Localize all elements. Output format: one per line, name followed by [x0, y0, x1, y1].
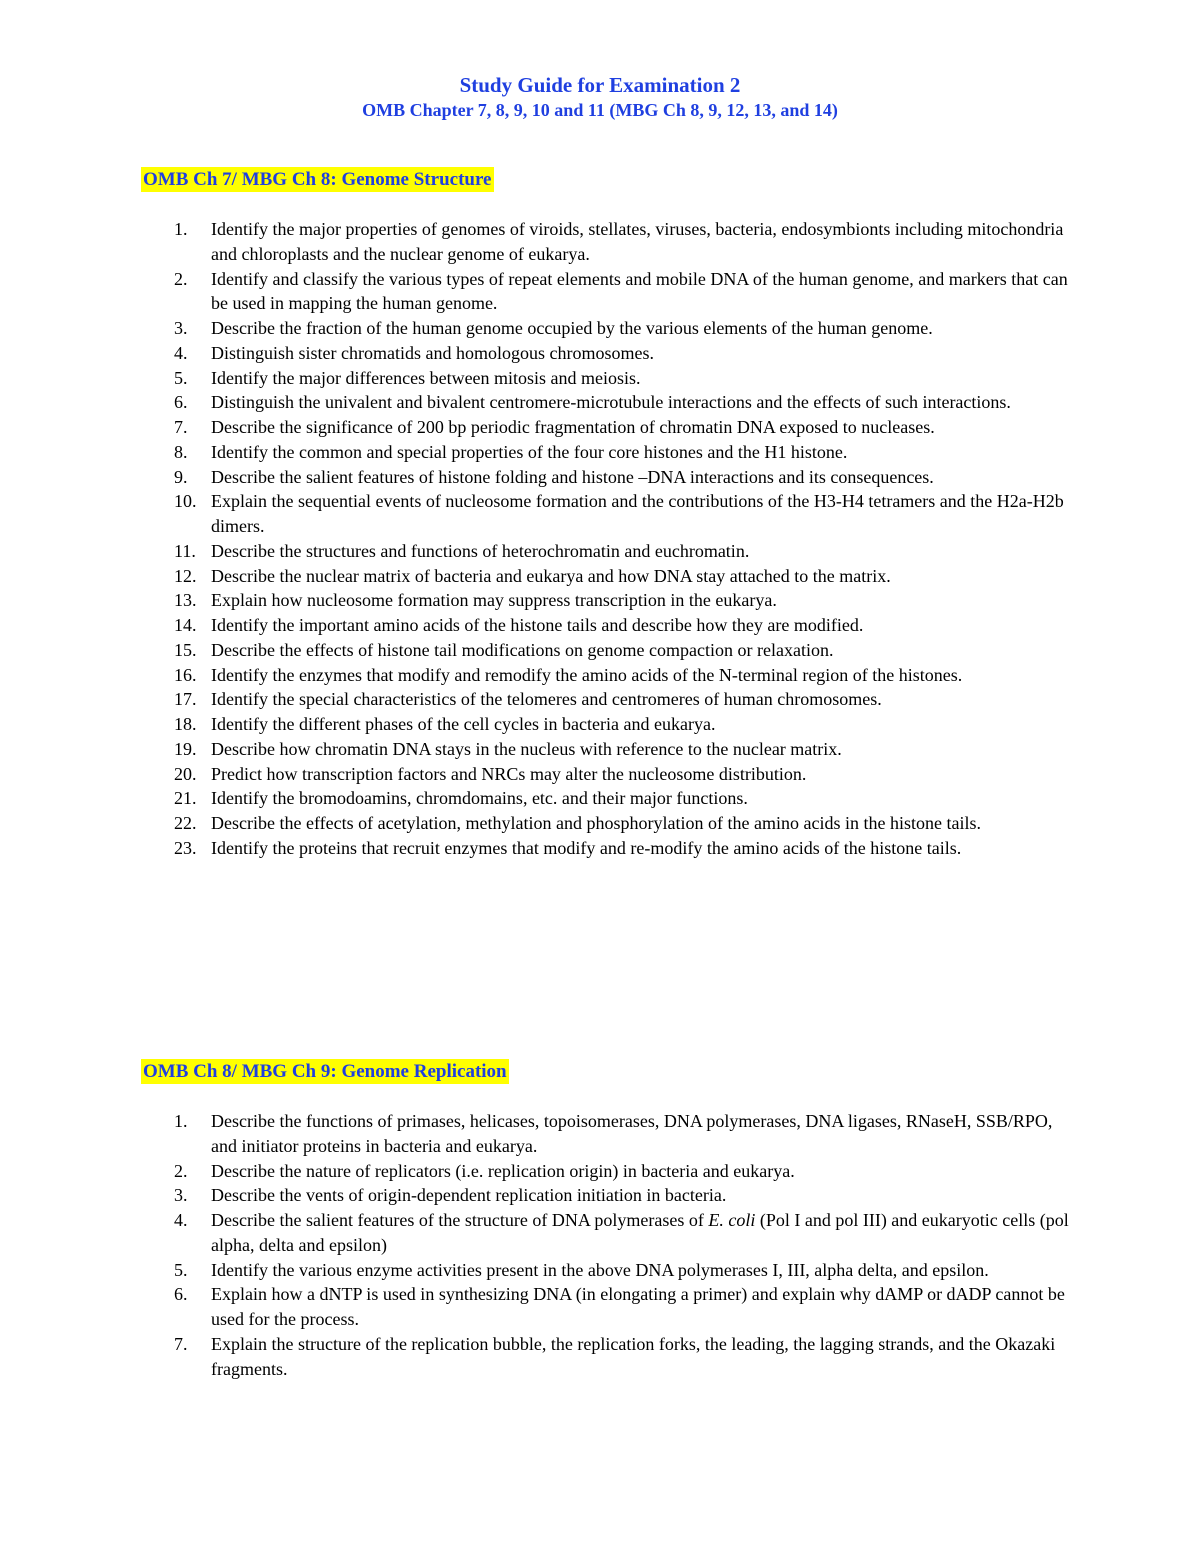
item-text: Identify the important amino acids of the histone tails and describe how they are modified.: [211, 615, 864, 635]
list-item: [0, 465, 1071, 490]
item-text: [211, 1210, 1069, 1255]
item-number: 17.: [174, 689, 197, 710]
list-item: [0, 1208, 1071, 1258]
item-text: Describe the salient features of histone folding and histone –DNA interactions and its consequences.: [211, 466, 934, 487]
list-item: [0, 217, 1071, 267]
item-text: Distinguish the univalent and bivalent centromere-microtubule interactions and the effects of such interactions.: [211, 392, 1011, 413]
item-text: Describe how chromatin DNA stays in the nucleus with reference to the nuclear matrix.: [211, 738, 842, 759]
list-item: [0, 811, 1071, 836]
item-text: Explain the structure of the replication bubble, the replication forks, the leading, the lagging strands, and the Okazaki fragments.: [211, 1333, 1056, 1379]
item-number: 9.: [174, 466, 188, 487]
item-number: 22.: [174, 813, 197, 833]
list-item: [0, 564, 1071, 589]
list-item: [0, 663, 1071, 688]
item-number: 3.: [174, 318, 188, 338]
list-item: [0, 1159, 1071, 1184]
item-text: Identify and classify the various types of repeat elements and mobile DNA of the human genome, and markers that can be used in mapping the human genome.: [211, 268, 1068, 314]
list-item: [0, 267, 1071, 317]
list-item: [0, 1109, 1071, 1159]
list-item: [0, 737, 1071, 762]
item-text: Predict how transcription factors and NRCs may alter the nucleosome distribution.: [211, 763, 807, 784]
item-text: Describe the nature of replicators (i.e. replication origin) in bacteria and eukarya.: [211, 1160, 795, 1181]
item-number: 18.: [174, 714, 197, 734]
item-number: 7.: [174, 1333, 188, 1354]
list-item: [0, 638, 1071, 663]
list-item: [0, 489, 1071, 539]
item-text: Distinguish sister chromatids and homologous chromosomes.: [211, 342, 654, 363]
list-item: [0, 1258, 1071, 1283]
list-item: [0, 786, 1071, 811]
list-item: [0, 1183, 1071, 1208]
item-number: 2.: [174, 268, 188, 289]
genome-replication-list: [0, 1109, 1200, 1381]
item-text: Identify the special characteristics of the telomeres and centromeres of human chromosomes.: [211, 689, 882, 710]
list-item: [0, 366, 1071, 391]
list-item: [0, 1282, 1071, 1332]
item-text: Explain how a dNTP is used in synthesizing DNA (in elongating a primer) and explain why dAMP or dADP cannot be used for the process.: [211, 1284, 1065, 1329]
item-number: 11.: [174, 540, 196, 561]
item-text: Describe the vents of origin-dependent replication initiation in bacteria.: [211, 1185, 727, 1206]
species-name-italic: E. coli: [708, 1210, 756, 1230]
item-number: 1.: [174, 1111, 188, 1131]
item-text: Identify the common and special properties of the four core histones and the H1 histone.: [211, 441, 848, 462]
item-text: Identify the major differences between mitosis and meiosis.: [211, 367, 641, 388]
item-number: 19.: [174, 738, 197, 759]
item-number: 13.: [174, 590, 197, 611]
item-number: 1.: [174, 219, 188, 239]
item-number: 14.: [174, 615, 197, 635]
item-number: 21.: [174, 788, 197, 809]
list-item: [0, 390, 1071, 415]
item-text: Describe the significance of 200 bp periodic fragmentation of chromatin DNA exposed to nucleases.: [211, 417, 935, 437]
item-number: 12.: [174, 565, 197, 586]
item-text: Describe the fraction of the human genome occupied by the various elements of the human genome.: [211, 318, 933, 338]
item-number: 3.: [174, 1185, 188, 1206]
list-item: [0, 712, 1071, 737]
item-number: 6.: [174, 392, 188, 413]
list-item: [0, 440, 1071, 465]
item-number: 6.: [174, 1284, 188, 1305]
item-number: 20.: [174, 763, 197, 784]
item-number: 16.: [174, 664, 197, 685]
item-text: Describe the functions of primases, helicases, topoisomerases, DNA polymerases, DNA ligases, RNaseH, SSB/RPO, and initiator proteins in bacteria and eukarya.: [211, 1111, 1053, 1156]
item-text: Describe the effects of histone tail modifications on genome compaction or relaxation.: [211, 639, 834, 660]
item-number: 4.: [174, 1210, 188, 1230]
item-text: Identify the bromodoamins, chromdomains, etc. and their major functions.: [211, 788, 748, 809]
list-item: [0, 588, 1071, 613]
item-text: Identify the proteins that recruit enzymes that modify and re-modify the amino acids of the histone tails.: [211, 837, 962, 858]
item-number: 4.: [174, 342, 188, 363]
document-title: Study Guide for Examination 2: [459, 73, 741, 97]
item-text: Describe the nuclear matrix of bacteria and eukarya and how DNA stay attached to the matrix.: [211, 565, 891, 586]
document-subtitle: OMB Chapter 7, 8, 9, 10 and 11 (MBG Ch 8, 9, 12, 13, and 14): [362, 100, 838, 120]
list-item: [0, 836, 1071, 861]
item-text-part: Describe the salient features of the structure of DNA polymerases of: [211, 1210, 709, 1230]
item-number: 23.: [174, 837, 197, 858]
item-text: Identify the various enzyme activities present in the above DNA polymerases I, III, alpha delta, and epsilon.: [211, 1259, 989, 1280]
item-text: Identify the enzymes that modify and remodify the amino acids of the N-terminal region of the histones.: [211, 664, 963, 685]
item-number: 5.: [174, 1259, 188, 1280]
item-text: Explain the sequential events of nucleosome formation and the contributions of the H3-H4 tetramers and the H2a-H2b dimers.: [211, 491, 1064, 536]
item-text: Describe the structures and functions of heterochromatin and euchromatin.: [211, 540, 750, 561]
item-text: Identify the major properties of genomes of viroids, stellates, viruses, bacteria, endosymbionts including mitochondria and chloroplasts and the nuclear genome of eukarya.: [211, 219, 1064, 264]
item-text: Explain how nucleosome formation may suppress transcription in the eukarya.: [211, 590, 777, 611]
item-number: 8.: [174, 441, 188, 462]
section-heading-genome-replication: OMB Ch 8/ MBG Ch 9: Genome Replication: [143, 1061, 507, 1082]
list-item: [0, 415, 1071, 440]
item-number: 2.: [174, 1160, 188, 1181]
item-number: 7.: [174, 417, 188, 437]
item-number: 10.: [174, 491, 197, 512]
item-number: 5.: [174, 367, 188, 388]
section-heading-genome-structure: OMB Ch 7/ MBG Ch 8: Genome Structure: [143, 169, 492, 190]
list-item: [0, 341, 1071, 366]
list-item: [0, 539, 1071, 564]
list-item: [0, 762, 1071, 787]
item-number: 15.: [174, 639, 197, 660]
list-item: [0, 687, 1071, 712]
item-text: Identify the different phases of the cell cycles in bacteria and eukarya.: [211, 714, 716, 734]
list-item: [0, 1332, 1071, 1382]
list-item: [0, 613, 1071, 638]
genome-structure-list: [0, 217, 1200, 861]
item-text: Describe the effects of acetylation, methylation and phosphorylation of the amino acids in the histone tails.: [211, 813, 981, 833]
item-text-part: (Pol I and pol III) and eukaryotic cells (pol alpha, delta and epsilon): [211, 1210, 1069, 1255]
list-item: [0, 316, 1071, 341]
